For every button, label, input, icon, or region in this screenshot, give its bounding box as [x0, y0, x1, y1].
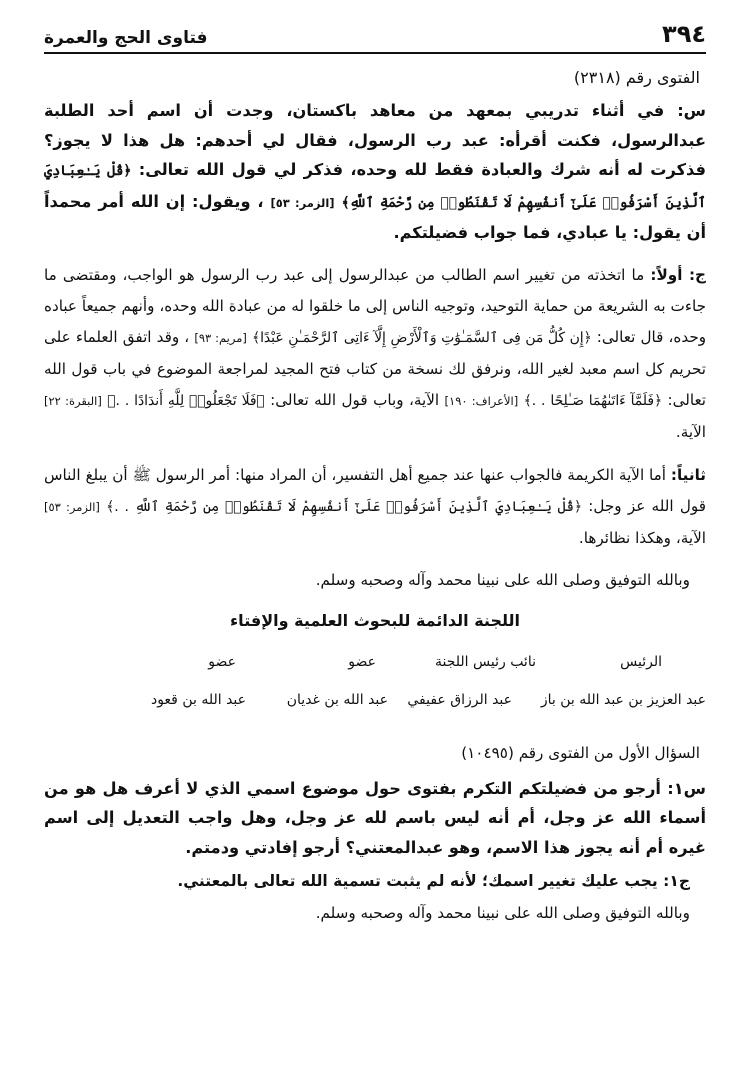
member-role: الرئيس — [620, 653, 662, 670]
member-role: عضو — [208, 653, 236, 670]
member-name: عبد الله بن غديان — [286, 691, 388, 708]
member-name: عبد الرزاق عفيفي — [407, 691, 512, 708]
header-rule — [44, 52, 706, 54]
document-page — [44, 14, 706, 928]
answer-text: الآية. — [675, 422, 706, 441]
closing-prayer: وبالله التوفيق وصلى الله على نبينا محمد وآله وصحبه وسلم. — [315, 904, 690, 922]
signatures — [44, 646, 706, 738]
answer-text: ما اتخذته من تغيير اسم الطالب من عبدالرسول إلى عبد رب الرسول هو الواجب، ومقتضى ما جاءت به الشريعة من حماية التوحيد، وتوجيه الناس إلى ما خلقوا له من عبادة الله وحده، وأنهم جميعاً عباده وحده، قال تعالى: — [44, 265, 707, 346]
fatwa1-question — [44, 96, 706, 248]
answer-label: ج١: — [663, 872, 690, 890]
quran-verse: ﴿فَلَا تَجْعَلُوا۟ لِلَّهِ أَندَادًا . .﴾ — [107, 392, 265, 409]
question-label: س: — [677, 101, 707, 120]
page-header — [44, 14, 706, 48]
quran-verse: ﴿قُلْ يَـٰعِبَادِيَ ٱلَّذِينَ أَسْرَفُوا۟ عَلَىٰٓ أَنفُسِهِمْ لَا تَقْنَطُوا۟ مِن رَّحْمَةِ ٱللَّهِ﴾ — [44, 163, 706, 211]
fatwa-number: الفتوى رقم (٢٣١٨) — [573, 68, 700, 87]
closing-prayer: وبالله التوفيق وصلى الله على نبينا محمد وآله وصحبه وسلم. — [315, 570, 690, 589]
answer-text: أما الآية الكريمة فالجواب عنها عند جميع أهل التفسير، أن المراد منها: أمر الرسول ﷺ أن يبلغ الناس قول الله عز وجل: — [44, 465, 706, 515]
quran-verse: ﴿إِن كُلُّ مَن فِى ٱلسَّمَـٰوَٰتِ وَٱلْأَرْضِ إِلَّآ ءَاتِى ٱلرَّحْمَـٰنِ عَبْدًا﴾ — [252, 329, 592, 346]
fatwa-number: السؤال الأول من الفتوى رقم (١٠٤٩٥) — [461, 743, 700, 762]
fatwa2-question — [44, 774, 706, 863]
member-role: عضو — [348, 653, 376, 670]
question-text: أرجو من فضيلتكم التكرم بفتوى حول موضوع اسمي الذي لا أعرف هل هو من أسماء الله عز وجل، أم أنه ليس باسم لله عز وجل، وهل واجب التعديل إلى اسم غيره أم أنه يجوز هذا الاسم، وهو عبدالمعتني؟ أرجو إفادتي ودمتم. — [44, 778, 706, 857]
member-name: عبد العزيز بن عبد الله بن باز — [540, 691, 706, 708]
answer-text: الآية، وباب قول الله تعالى: — [270, 390, 440, 409]
verse-source: [البقرة: ٢٢] — [44, 393, 102, 408]
question-text-end: ، ويقول: إن الله أمر محمداً أن يقول: يا عبادي، فما جواب فضيلتكم. — [44, 191, 706, 242]
page-number: ٣٩٤ — [662, 20, 706, 48]
verse-source: [الزمر: ٥٣] — [270, 195, 335, 210]
member-name: عبد الله بن قعود — [150, 691, 246, 708]
answer-text: يجب عليك تغيير اسمك؛ لأنه لم يثبت تسمية الله تعالى بالمعتني. — [177, 872, 658, 890]
quran-verse: ﴿قُلْ يَـٰعِبَادِيَ ٱلَّذِينَ أَسْرَفُوا۟ عَلَىٰٓ أَنفُسِهِمْ لَا تَقْنَطُوا۟ مِن رَّحْمَةِ ٱللَّهِ . .﴾ — [106, 498, 582, 515]
fatwa1-answer-first — [44, 260, 706, 448]
verse-source: [الزمر: ٥٣] — [44, 499, 100, 514]
answer-text: ، وقد اتفق العلماء على تحريم كل اسم معبد لغير الله، ونرفق لك نسخة من كتاب فتح المجيد لمراجعة الموضوع في باب قول الله تعالى: — [44, 327, 707, 409]
question-text: في أثناء تدريبي بمعهد من معاهد باكستان، وجدت أن اسم أحد الطلبة عبدالرسول، فكنت أقرأه: عبد رب الرسول، فقال لي أحدهم: هل هذا لا يجوز؟ فذكرت له أنه شرك والعبادة فقط لله وحده، فذكر لي قول الله تعالى: — [44, 101, 706, 179]
verse-source: [مريم: ٩٣] — [194, 330, 247, 345]
running-title: فتاوى الحج والعمرة — [44, 28, 208, 48]
answer-label: ج: أولاً: — [650, 265, 707, 284]
verse-source: [الأعراف: ١٩٠] — [444, 393, 519, 408]
second-label: ثانياً: — [670, 465, 706, 484]
committee-title: اللجنة الدائمة للبحوث العلمية والإفتاء — [230, 610, 520, 630]
question-label: س١: — [667, 778, 706, 798]
fatwa2-answer — [44, 866, 706, 896]
quran-verse: ﴿فَلَمَّآ ءَاتَىٰهُمَا صَـٰلِحًا . .﴾ — [523, 392, 663, 409]
answer-text: الآية، وهكذا نظائرها. — [578, 528, 706, 547]
fatwa1-answer-second — [44, 460, 706, 554]
member-role: نائب رئيس اللجنة — [435, 653, 536, 670]
